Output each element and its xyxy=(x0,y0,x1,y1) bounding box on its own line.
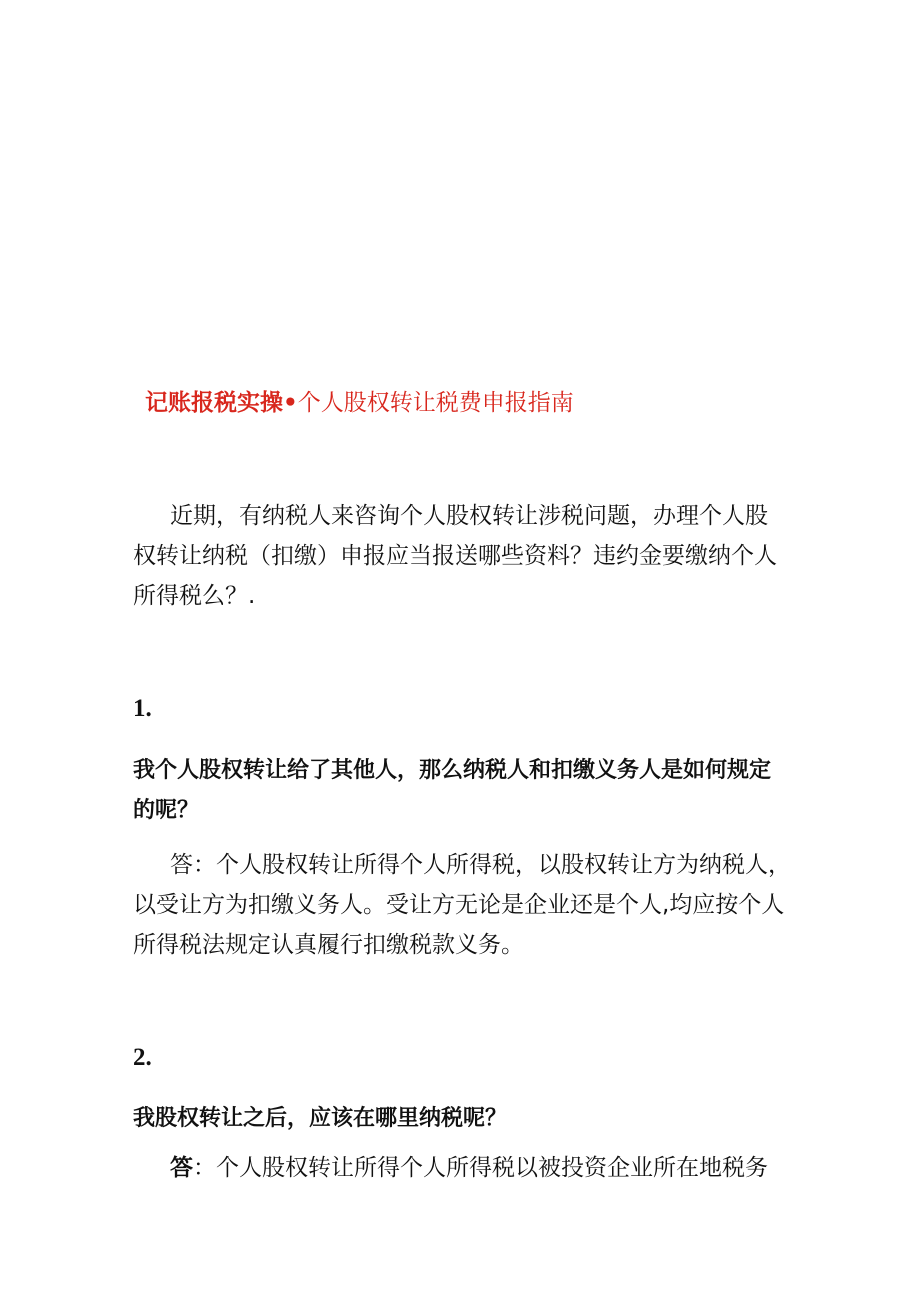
intro-line: 权转让纳税（扣缴）申报应当报送哪些资料？违约金要缴纳个人 xyxy=(133,543,777,569)
title-separator: • xyxy=(283,390,298,416)
answer-line: 以受让方为扣缴义务人。受让方无论是企业还是个人,均应按个人 xyxy=(133,892,785,918)
section-answer xyxy=(133,1148,768,1188)
answer-line xyxy=(133,1148,768,1188)
section-number: 2. xyxy=(133,1044,152,1071)
intro-line: 近期，有纳税人来咨询个人股权转让涉税问题，办理个人股 xyxy=(170,503,768,529)
question-line: 我股权转让之后，应该在哪里纳税呢？ xyxy=(133,1106,508,1131)
section-question xyxy=(133,751,771,831)
intro-paragraph xyxy=(133,496,823,616)
section-number: 1. xyxy=(133,695,152,722)
answer-label: 答 xyxy=(170,1155,193,1181)
title-rest-part: 个人股权转让税费申报指南 xyxy=(297,390,574,416)
section-answer xyxy=(133,845,791,965)
section-question xyxy=(133,1099,507,1139)
answer-text: ：个人股权转让所得个人所得税以被投资企业所在地税务 xyxy=(193,1155,768,1181)
intro-line: 所得税么？. xyxy=(133,583,256,609)
question-line: 的呢？ xyxy=(133,798,200,823)
document-title xyxy=(145,386,574,420)
title-bold-part: 记账报税实操 xyxy=(145,390,283,416)
question-line: 我个人股权转让给了其他人，那么纳税人和扣缴义务人是如何规定 xyxy=(133,758,772,783)
answer-line: 所得税法规定认真履行扣缴税款义务。 xyxy=(133,932,524,958)
answer-line xyxy=(133,845,791,885)
answer-text: ：个人股权转让所得个人所得税，以股权转让方为纳税人， xyxy=(193,852,791,878)
answer-label: 答 xyxy=(170,852,193,878)
